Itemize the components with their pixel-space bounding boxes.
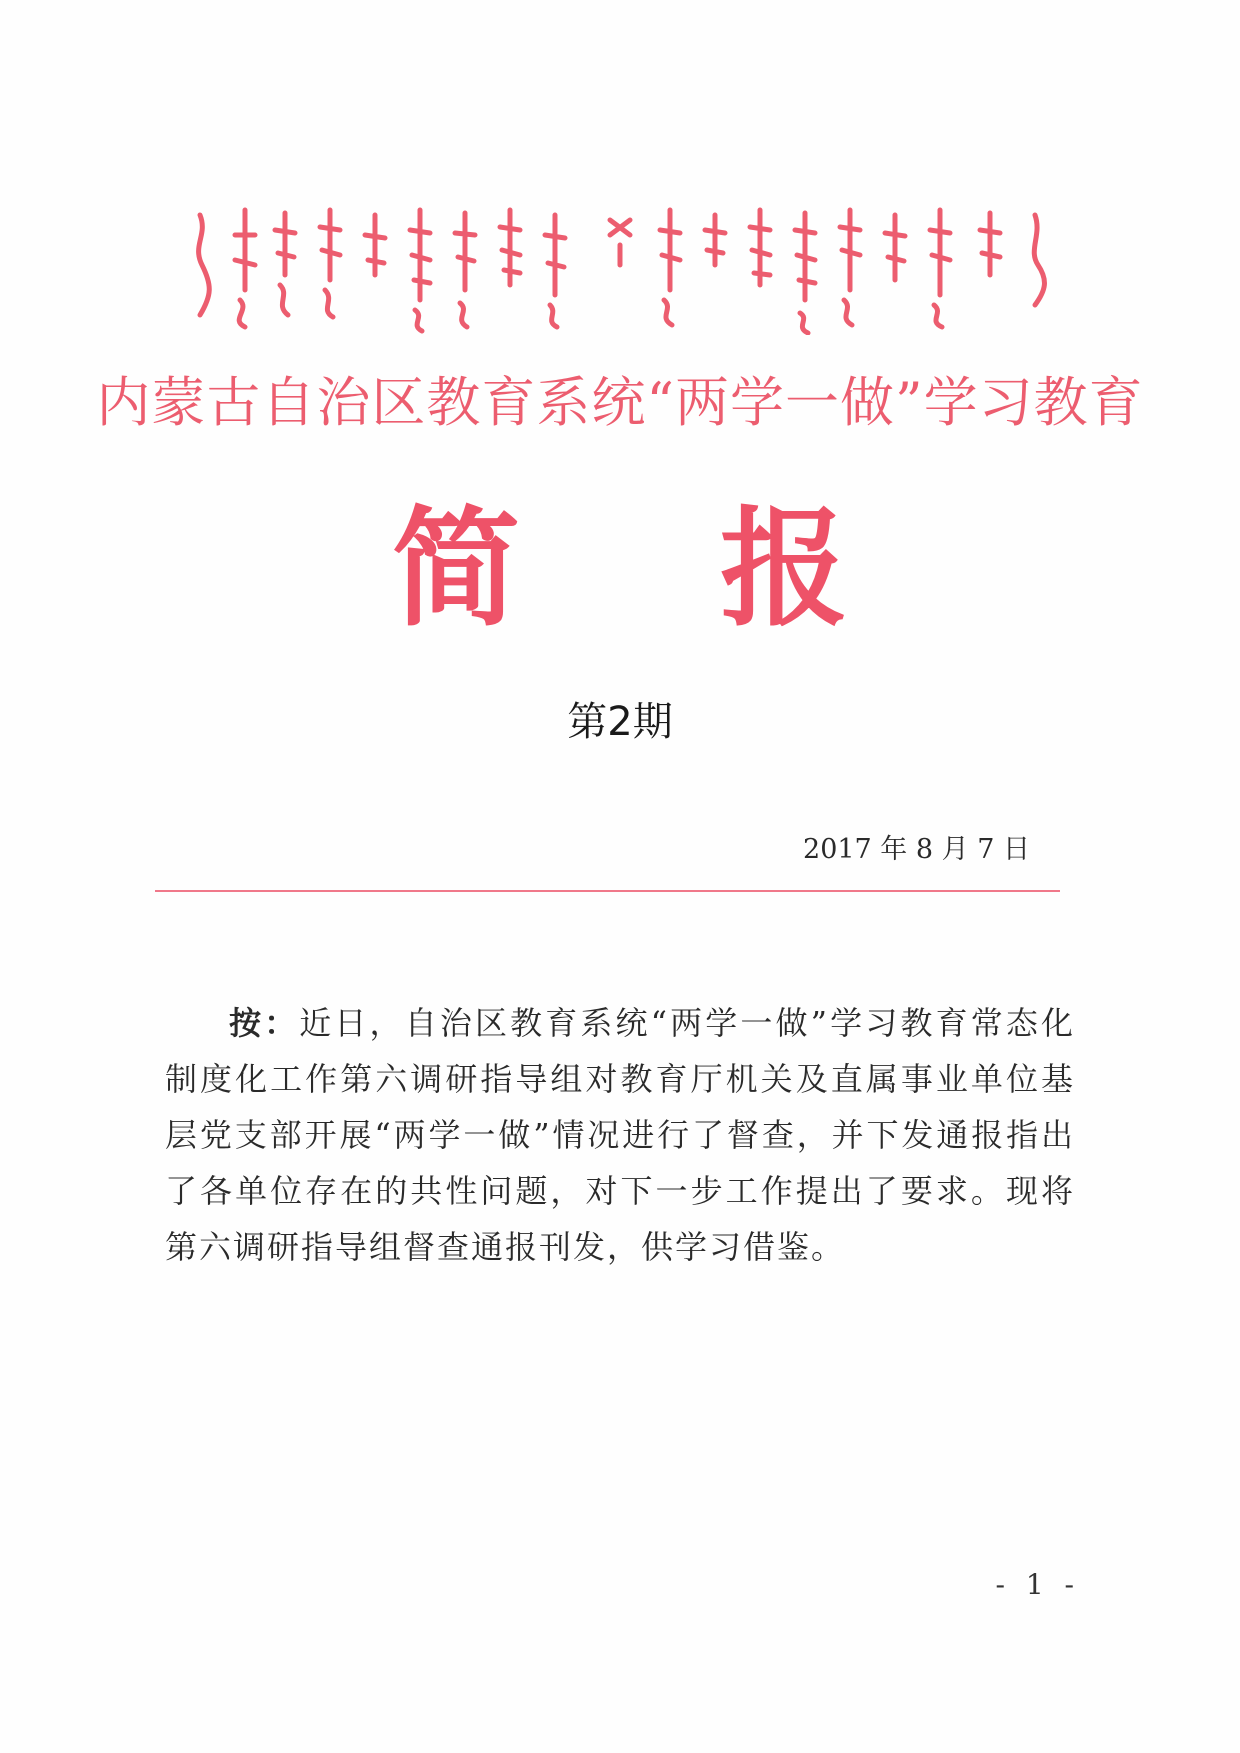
brief-title: 简报 bbox=[392, 495, 1048, 644]
red-divider-line bbox=[155, 890, 1060, 892]
editor-note bbox=[165, 995, 1075, 1275]
mongolian-script-heading bbox=[190, 205, 1050, 335]
mongolian-script-icon bbox=[190, 205, 1050, 335]
issue-number: 第2期 bbox=[567, 699, 673, 745]
issue-date: 2017 年 8 月 7 日 bbox=[803, 834, 1030, 865]
editor-note-lead: 按： bbox=[229, 1004, 300, 1042]
page-number: - 1 - bbox=[995, 1568, 1080, 1601]
editor-note-body: 近日，自治区教育系统“两学一做”学习教育常态化制度化工作第六调研指导组对教育厅机关及直属事业单位基层党支部开展“两学一做”情况进行了督查，并下发通报指出了各单位存在的共性问题，对下一步工作提出了要求。现将第六调研指导组督查通报刊发，供学习借鉴。 bbox=[165, 1004, 1075, 1266]
organization-title: 内蒙古自治区教育系统“两学一做”学习教育 bbox=[96, 371, 1144, 434]
